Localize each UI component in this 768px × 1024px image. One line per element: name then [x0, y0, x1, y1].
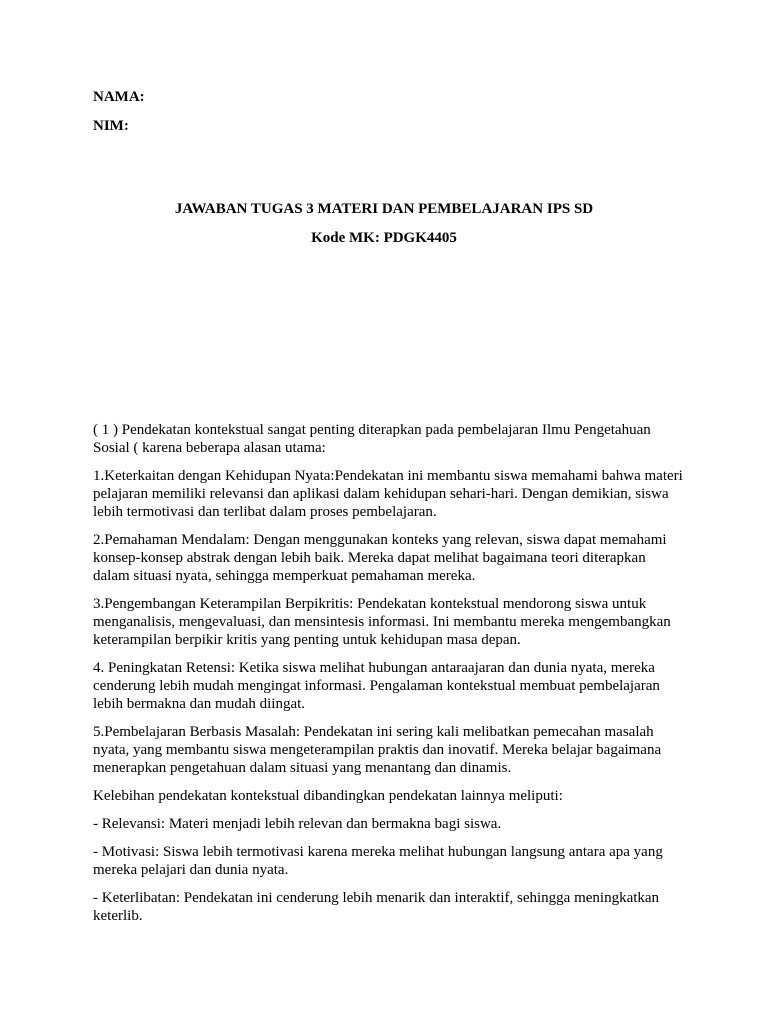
- nama-label: NAMA:: [93, 89, 145, 105]
- document-body: [93, 421, 683, 935]
- point-2-paragraph: 2.Pemahaman Mendalam: Dengan menggunakan konteks yang relevan, siswa dapat memahami konsep-konsep abstrak dengan lebih baik. Mereka dapat melihat bagaimana teori diterapkan dalam situasi nyata, sehingga memperkuat pemahaman mereka.: [93, 532, 667, 584]
- document-title: JAWABAN TUGAS 3 MATERI DAN PEMBELAJARAN IPS SD: [174, 201, 594, 217]
- advantages-heading-paragraph: Kelebihan pendekatan kontekstual dibandingkan pendekatan lainnya meliputi:: [93, 788, 563, 804]
- point-5-paragraph: 5.Pembelajaran Berbasis Masalah: Pendekatan ini sering kali melibatkan pemecahan masalah nyata, yang membantu siswa mengeterampilan praktis dan inovatif. Mereka belajar bagaimana menerapkan pengetahuan dalam situasi yang menantang dan dinamis.: [93, 724, 662, 776]
- advantage-motivasi: - Motivasi: Siswa lebih termotivasi karena mereka melihat hubungan langsung antara apa yang mereka pelajari dan dunia nyata.: [93, 844, 663, 878]
- point-3-paragraph: 3.Pengembangan Keterampilan Berpikritis: Pendekatan kontekstual mendorong siswa untuk menganalisis, mengevaluasi, dan mensintesis informasi. Ini membantu mereka mengembangkan keterampilan berpikir kritis yang penting untuk kehidupan masa depan.: [93, 596, 671, 648]
- advantage-keterlibatan: - Keterlibatan: Pendekatan ini cenderung lebih menarik dan interaktif, sehingga meningkatkan keterlib.: [93, 890, 660, 924]
- point-1-paragraph: 1.Keterkaitan dengan Kehidupan Nyata:Pendekatan ini membantu siswa memahami bahwa materi pelajaran memiliki relevansi dan aplikasi dalam kehidupan sehari-hari. Dengan demikian, siswa lebih termotivasi dan terlibat dalam proses pembelajaran.: [93, 468, 683, 520]
- advantage-relevansi: - Relevansi: Materi menjadi lebih relevan dan bermakna bagi siswa.: [93, 816, 502, 832]
- course-code: Kode MK: PDGK4405: [311, 230, 457, 246]
- point-4-paragraph: 4. Peningkatan Retensi: Ketika siswa melihat hubungan antaraajaran dan dunia nyata, mereka cenderung lebih mudah mengingat informasi. Pengalaman kontekstual membuat pembelajaran lebih bermakna dan mudah diingat.: [93, 660, 660, 712]
- intro-paragraph: ( 1 ) Pendekatan kontekstual sangat penting diterapkan pada pembelajaran Ilmu Pengetahuan Sosial ( karena beberapa alasan utama:: [93, 422, 651, 456]
- nim-label: NIM:: [93, 118, 129, 134]
